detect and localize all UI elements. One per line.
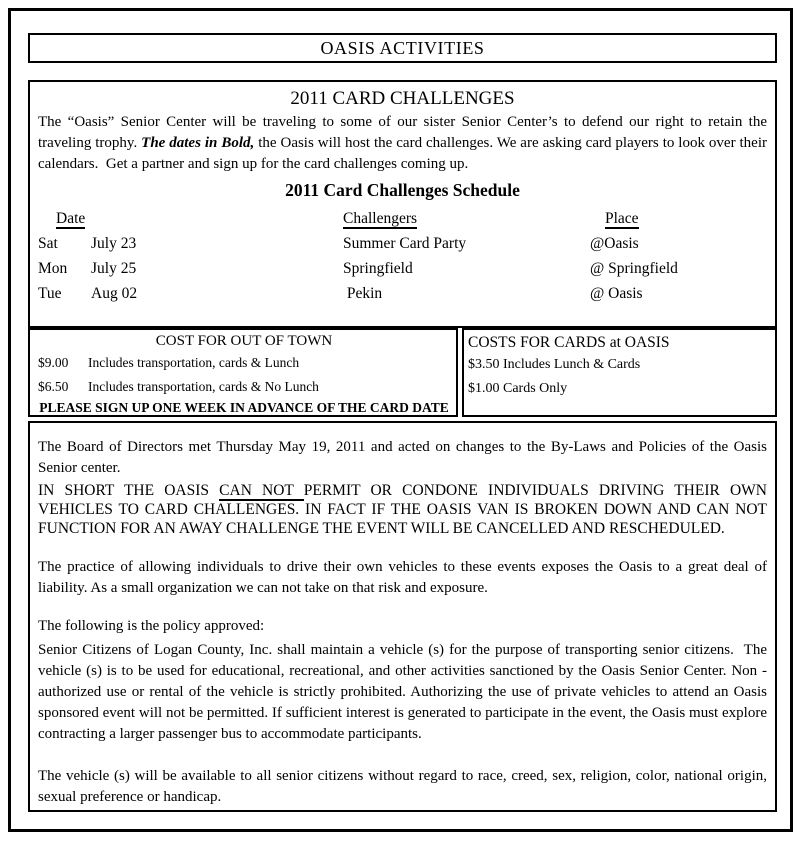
- price: $6.50: [38, 379, 69, 394]
- column-header-challengers: Challengers: [343, 210, 418, 227]
- page-title: OASIS ACTIVITIES: [320, 37, 485, 58]
- practice-paragraph: The practice of allowing individuals to drive their own vehicles to these events exposes the Oasis to a great deal of liability. As a small organization we can not take on that risk and exposure.: [38, 559, 771, 596]
- policy-section: [28, 421, 777, 812]
- in-short-post: PERMIT OR CONDONE INDIVIDUALS DRIVING THEIR OWN VEHICLES TO CARD CHALLENGES. IN FACT IF THE OASIS VAN IS BROKEN DOWN AND CAN NOT FUNCTION FOR AN AWAY CHALLENGE THE EVENT WILL BE CANCELLED AND RESCHEDULED.: [38, 482, 771, 537]
- cost-item: $3.50 Includes Lunch & Cards: [468, 357, 641, 372]
- cost-out-of-town-box: [28, 328, 458, 417]
- can-not-underlined: CAN NOT: [219, 482, 304, 499]
- cost-out-of-town-items: [38, 351, 450, 399]
- intro-bold-italic: The dates in Bold,: [141, 135, 255, 151]
- price-description: Includes transportation, cards & Lunch: [88, 355, 300, 370]
- cost-out-of-town-heading: COST FOR OUT OF TOWN: [155, 333, 333, 349]
- schedule-row-day: Sat: [38, 235, 58, 252]
- availability-paragraph: The vehicle (s) will be available to all senior citizens without regard to race, creed, sex, religion, color, national origin, sexual preference or handicap.: [38, 768, 771, 805]
- schedule-row-place: @ Springfield: [590, 260, 678, 277]
- schedule-row-challenger: Summer Card Party: [343, 235, 467, 252]
- card-challenges-intro: [38, 112, 771, 175]
- card-challenges-heading: 2011 CARD CHALLENGES: [290, 88, 515, 109]
- board-paragraph: The Board of Directors met Thursday May 19, 2011 and acted on changes to the By-Laws and Policies of the Oasis Senior center.: [38, 439, 771, 476]
- policy-text-paragraph: Senior Citizens of Logan County, Inc. shall maintain a vehicle (s) for the purpose of transporting senior citizens. The vehicle (s) is to be used for educational, recreational, and other activities sanctioned by the Oasis Senior Center. Non -authorized use or rental of the vehicle is strictly prohibited. Authorizing the use of private vehicles to attend an Oasis sponsored event will not be permitted. If sufficient interest is generated to participate in the event, the Oasis must explore contracting a larger passenger bus to accommodate participants.: [38, 642, 771, 742]
- in-short-pre: IN SHORT THE OASIS: [38, 482, 220, 499]
- in-short-paragraph: [38, 481, 771, 538]
- schedule-table: [38, 206, 767, 306]
- price-description: Includes transportation, cards & No Lunch: [88, 379, 319, 394]
- schedule-row-challenger: Springfield: [343, 260, 413, 277]
- card-challenges-section: [28, 80, 777, 328]
- following-paragraph: The following is the policy approved:: [38, 618, 265, 634]
- intro-part2: the Oasis will host the card challenges. We are asking card players to look over their calendars. Get a partner and sign up for the card challenges coming up.: [38, 135, 771, 172]
- schedule-row-date: July 23: [91, 235, 137, 252]
- content-column: [28, 0, 777, 843]
- schedule-heading: 2011 Card Challenges Schedule: [285, 180, 520, 200]
- schedule-row-challenger: Pekin: [343, 285, 383, 302]
- price: $9.00: [38, 355, 69, 370]
- schedule-row-place: @Oasis: [590, 235, 639, 252]
- cost-at-oasis-box: [462, 328, 777, 417]
- cost-at-oasis-heading: COSTS FOR CARDS at OASIS: [468, 334, 670, 351]
- cost-item: $1.00 Cards Only: [468, 381, 568, 396]
- sign-up-note: PLEASE SIGN UP ONE WEEK IN ADVANCE OF THE CARD DATE: [39, 400, 449, 415]
- column-header-place: Place: [605, 210, 639, 227]
- column-header-date: Date: [56, 210, 86, 227]
- schedule-row-day: Tue: [38, 285, 62, 302]
- schedule-row-day: Mon: [38, 260, 68, 277]
- schedule-row-date: Aug 02: [91, 285, 138, 302]
- intro-part1: The “Oasis” Senior Center will be traveling to some of our sister Senior Center’s to defend our right to retain the traveling trophy.: [38, 114, 771, 151]
- schedule-row-date: July 25: [91, 260, 137, 277]
- title-box: [28, 33, 777, 63]
- schedule-row-place: @ Oasis: [590, 285, 643, 302]
